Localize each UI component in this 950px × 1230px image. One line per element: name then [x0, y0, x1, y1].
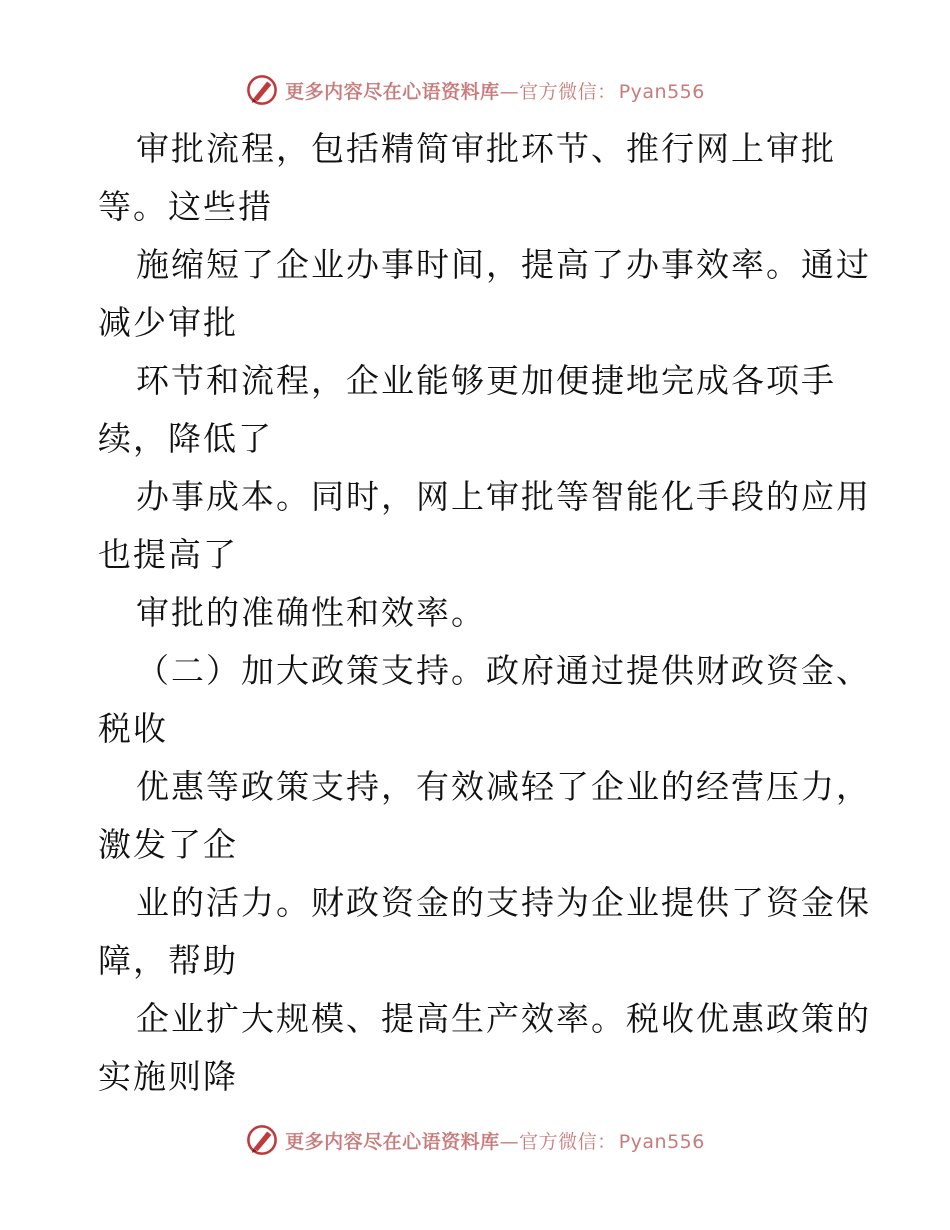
- watermark-wechat-label: 官方微信：: [519, 80, 617, 103]
- footer-watermark: [0, 1120, 950, 1160]
- pen-logo-icon: [245, 73, 279, 107]
- text-line: 激发了企: [98, 825, 238, 864]
- text-line: 施缩短了企业办事时间，提高了办事效率。通过: [136, 245, 871, 284]
- header-watermark: [0, 70, 950, 110]
- watermark-text: [285, 1127, 705, 1154]
- text-line: 障，帮助: [98, 941, 238, 980]
- text-line: 优惠等政策支持，有效减轻了企业的经营压力，: [136, 767, 871, 806]
- pen-logo-icon: [245, 1123, 279, 1157]
- watermark-group: [245, 73, 705, 107]
- watermark-wechat-id: Pyan556: [618, 1130, 705, 1153]
- watermark-site-name: 更多内容尽在心语资料库: [285, 1130, 500, 1153]
- text-line: 企业扩大规模、提高生产效率。税收优惠政策的: [136, 999, 871, 1038]
- text-line: 等。这些措: [98, 187, 273, 226]
- watermark-dash: —: [499, 1130, 520, 1153]
- watermark-dash: —: [499, 80, 520, 103]
- text-line: 办事成本。同时，网上审批等智能化手段的应用: [136, 477, 871, 516]
- watermark-site-name: 更多内容尽在心语资料库: [285, 80, 500, 103]
- text-line: 减少审批: [98, 303, 238, 342]
- text-line: 审批的准确性和效率。: [136, 593, 486, 632]
- text-line: 也提高了: [98, 535, 238, 574]
- document-body: [98, 120, 871, 1106]
- text-line: 税收: [98, 709, 168, 748]
- watermark-group: [245, 1123, 705, 1157]
- text-line: 环节和流程，企业能够更加便捷地完成各项手: [136, 361, 836, 400]
- watermark-wechat-label: 官方微信：: [519, 1130, 617, 1153]
- section-heading-line: （二）加大政策支持。政府通过提供财政资金、: [136, 651, 871, 690]
- watermark-text: [285, 77, 705, 104]
- text-line: 实施则降: [98, 1057, 238, 1096]
- text-line: 审批流程，包括精简审批环节、推行网上审批: [136, 129, 836, 168]
- text-line: 业的活力。财政资金的支持为企业提供了资金保: [136, 883, 871, 922]
- watermark-wechat-id: Pyan556: [618, 80, 705, 103]
- text-line: 续，降低了: [98, 419, 273, 458]
